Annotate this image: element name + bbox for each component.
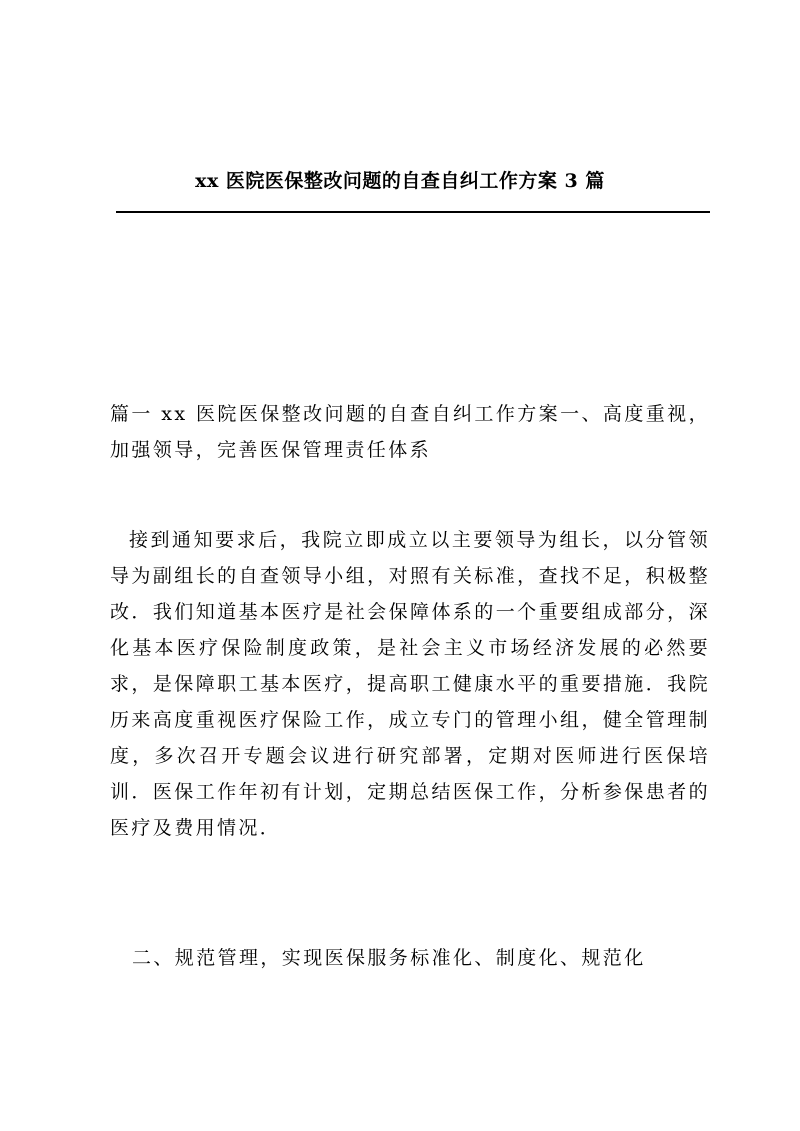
document-title: xx 医院医保整改问题的自查自纠工作方案 3 篇	[195, 170, 605, 192]
section-heading-1: 篇一 xx 医院医保整改问题的自查自纠工作方案一、高度重视，加强领导，完善医保管理责任体系	[110, 403, 710, 461]
section-heading-2: 二、规范管理，实现医保服务标准化、制度化、规范化	[132, 947, 646, 969]
body-paragraph-1: 接到通知要求后，我院立即成立以主要领导为组长，以分管领导为副组长的自查领导小组，对照有关标准，查找不足，积极整改．我们知道基本医疗是社会保障体系的一个重要组成部分，深化基本医疗保险制度政策，是社会主义市场经济发展的必然要求，是保障职工基本医疗，提高职工健康水平的重要措施．我院历来高度重视医疗保险工作，成立专门的管理小组，健全管理制度，多次召开专题会议进行研究部署，定期对医师进行医保培训．医保工作年初有计划，定期总结医保工作，分析参保患者的医疗及费用情况．	[110, 529, 710, 839]
title-underline	[116, 211, 710, 213]
